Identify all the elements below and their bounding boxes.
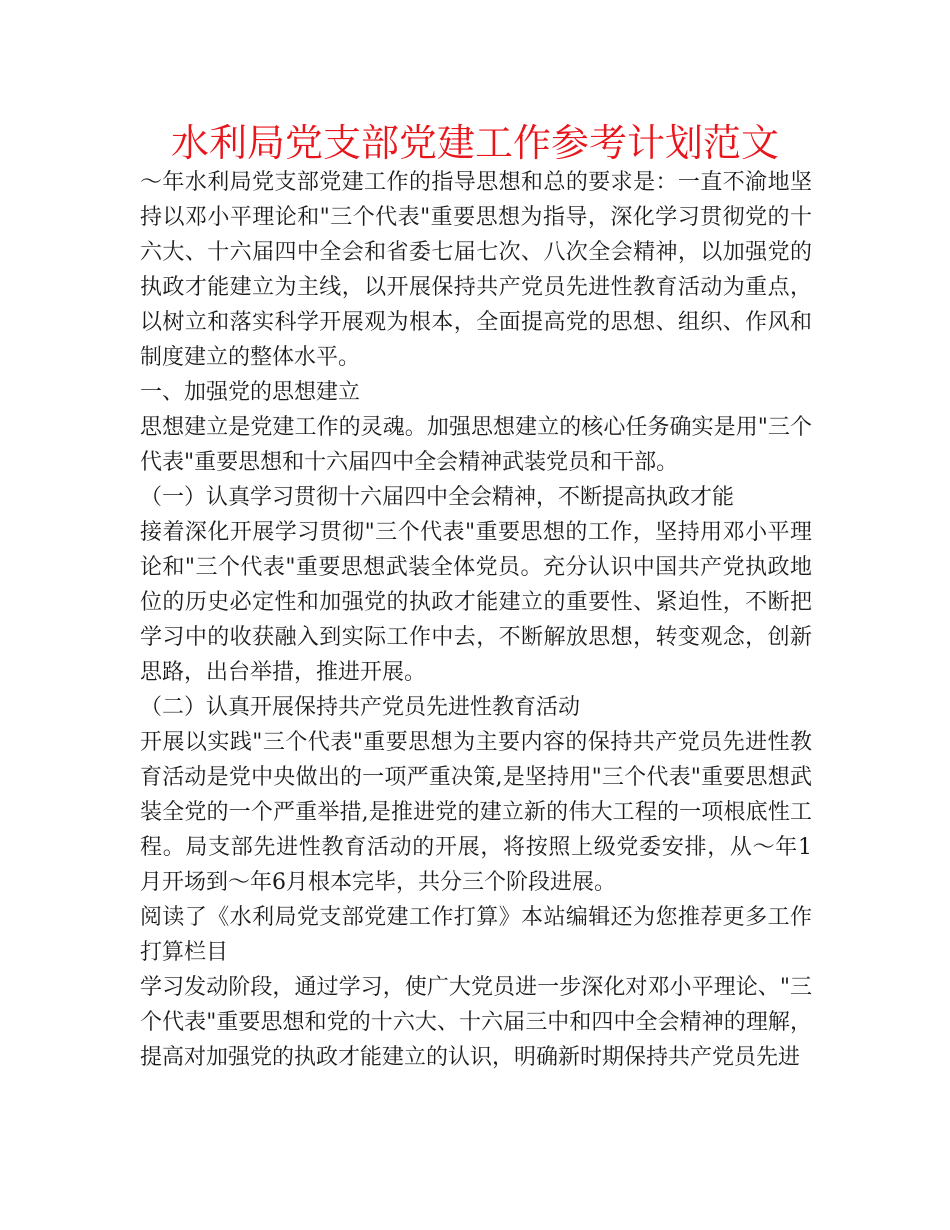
paragraph-recommendation: 阅读了《水利局党支部党建工作打算》本站编辑还为您推荐更多工作打算栏目 <box>140 905 812 965</box>
subheading-1: （一）认真学习贯彻十六届四中全会精神，不断提高执政才能 <box>140 485 735 510</box>
paragraph-learning-stage: 学习发动阶段，通过学习，使广大党员进一步深化对邓小平理论、"三个代表"重要思想和党的十六大、十六届三中和四中全会精神的理解，提高对加强党的执政才能建立的认识，明确新时期保持共产党员先进 <box>140 975 812 1070</box>
heading-section-1: 一、加强党的思想建立 <box>140 380 361 405</box>
paragraph-subsection-1: 接着深化开展学习贯彻"三个代表"重要思想的工作，坚持用邓小平理论和"三个代表"重要思想武装全体党员。充分认识中国共产党执政地位的历史必定性和加强党的执政才能建立的重要性、紧迫性，不断把学习中的收获融入到实际工作中去，不断解放思想，转变观念，创新思路，出台举措，推进开展。 <box>140 520 812 685</box>
subheading-2: （二）认真开展保持共产党员先进性教育活动 <box>140 695 581 720</box>
paragraph-subsection-2: 开展以实践"三个代表"重要思想为主要内容的保持共产党员先进性教育活动是党中央做出的一项严重决策,是坚持用"三个代表"重要思想武装全党的一个严重举措,是推进党的建立新的伟大工程的一项根底性工程。局支部先进性教育活动的开展，将按照上级党委安排，从～年1月开场到～年6月根本完毕，共分三个阶段进展。 <box>140 730 812 895</box>
document-body <box>140 165 812 1075</box>
document-title: 水利局党支部党建工作参考计划范文 <box>170 121 779 165</box>
paragraph-section-1: 思想建立是党建工作的灵魂。加强思想建立的核心任务确实是用"三个代表"重要思想和十六届四中全会精神武装党员和干部。 <box>140 415 812 475</box>
paragraph-intro: ～年水利局党支部党建工作的指导思想和总的要求是：一直不渝地坚持以邓小平理论和"三个代表"重要思想为指导，深化学习贯彻党的十六大、十六届四中全会和省委七届七次、八次全会精神，以加强党的执政才能建立为主线，以开展保持共产党员先进性教育活动为重点，以树立和落实科学开展观为根本，全面提高党的思想、组织、作风和制度建立的整体水平。 <box>140 170 812 370</box>
